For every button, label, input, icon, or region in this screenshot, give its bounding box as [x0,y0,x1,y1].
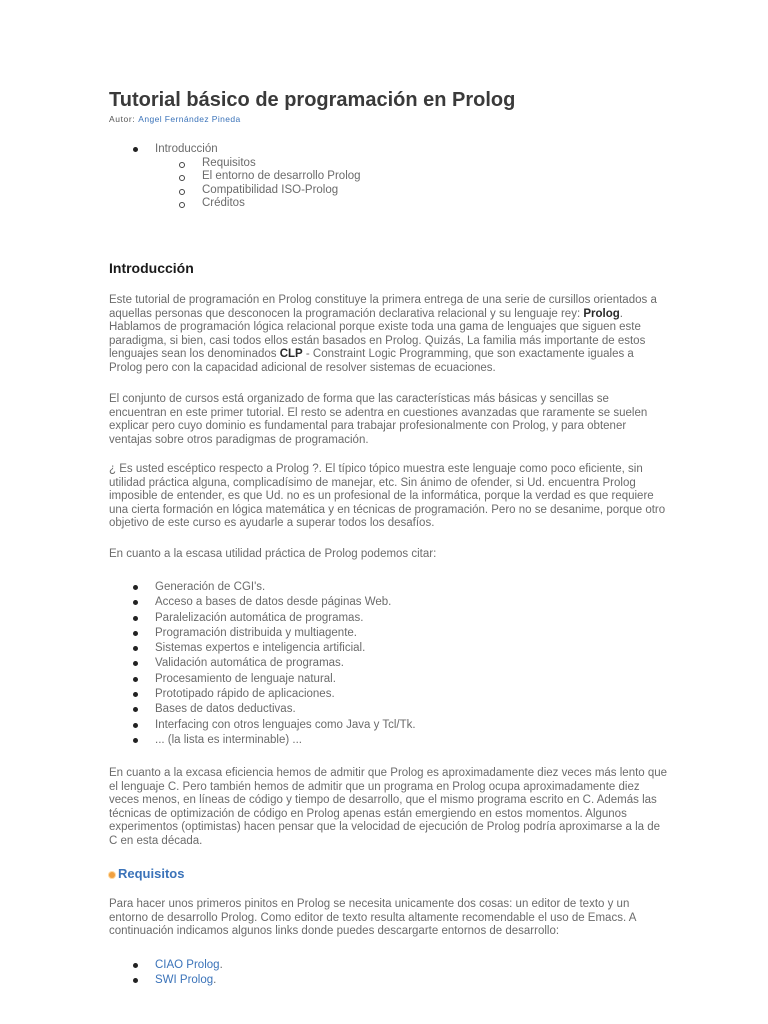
bullet-icon [133,677,138,682]
page-title: Tutorial básico de programación en Prolog [109,89,516,111]
intro-paragraph-3: ¿ Es usted escéptico respecto a Prolog ?. El típico tópico muestra este lenguaje como poco eficiente, sin utilidad práctica alguna, complicadísimo de manejar, etc. Sin ánimo de ofender, si Ud. encuentra Prolog imposible de entender, es que Ud. no es un profesional de la informática, porque la verdad es que requiere una cierta formación en lógica matemática y en técnicas de programación. Pero no se desanime, porque otro objetivo de este curso es ayudarle a superar todos los desafíos. [109,463,666,529]
toc-item-label: Introducción [155,143,218,155]
author-label: Autor: [109,114,136,124]
bullet-icon [133,723,138,728]
toc-subitem-label: El entorno de desarrollo Prolog [202,170,361,182]
toc-subitem-label: Requisitos [202,156,256,169]
circle-bullet-icon [179,175,185,181]
swi-prolog-link[interactable]: SWI Prolog [155,974,214,987]
bullet-icon [133,692,138,697]
section-heading-introduccion: Introducción [109,260,194,276]
intro-paragraph-4: En cuanto a la escasa utilidad práctica de Prolog podemos citar: [109,548,437,560]
bullet-icon [133,661,138,666]
bullet-icon [133,616,138,621]
bullet-icon [133,631,138,636]
ciao-prolog-link[interactable]: CIAO Prolog [155,959,220,971]
intro-paragraph-2: El conjunto de cursos está organizado de forma que las características más básicas y sencillas se encuentran en este primer tutorial. El resto se adentra en cuestiones avanzadas que raramente se suelen explicar pero cuyo dominio es fundamental para trabajar profesionalmente con Prolog, y para obtener ventajas sobre otros paradigmas de programación. [109,393,648,446]
bullet-icon [133,600,138,605]
toc-subitem-label: Créditos [202,197,245,209]
intro-paragraph-5: En cuanto a la excasa eficiencia hemos de admitir que Prolog es aproximadamente diez veces más lento que el lenguaje C. Pero también hemos de admitir que un programa en Prolog ocupa aproximadamente diez veces menos, en líneas de código y tiempo de desarrollo, que el mismo programa escrito en C. Además las técnicas de optimización de código en Prolog apenas están emergiendo en estos momentos. Algunos experimentos (optimistas) hacen pensar que la velocidad de ejecución de Prolog podría aproximarse a la de C en esta década. [109,767,668,847]
bullet-icon [133,978,138,983]
circle-bullet-icon [179,162,185,168]
circle-bullet-icon [179,189,185,195]
bullet-icon [133,646,138,651]
bullet-icon [133,963,138,968]
circle-bullet-icon [179,202,185,208]
bullet-icon [133,147,138,152]
bullet-icon [133,585,138,590]
bullet-icon [133,738,138,743]
section-marker-icon [109,872,115,878]
author-line [109,114,241,124]
section-heading-requisitos[interactable]: Requisitos [109,866,184,881]
intro-paragraph-1: Este tutorial de programación en Prolog constituye la primera entrega de una serie de cursillos orientados a aquellas personas que desconocen la programación declarativa relacional y su lenguaje rey: Prolog. Hablamos de programación lógica relacional porque existe toda una gama de lenguajes que siguen este paradigma, si bien, casi todos ellos están basados en Prolog. Quizás, La familia más importante de estos lenguajes sean los denominados CLP - Constraint Logic Programming, que son exactamente iguales a Prolog pero con la capacidad adicional de resolver sistemas de ecuaciones. [109,294,657,374]
requisitos-paragraph: Para hacer unos primeros pinitos en Prolog se necesita unicamente dos cosas: un editor de texto y un entorno de desarrollo Prolog. Como editor de texto resulta altamente recomendable el uso de Emacs. A continuación indicamos algunos links donde puedes descargarte entornos de desarrollo: [109,898,636,937]
toc-subitem-label: Compatibilidad ISO-Prolog [202,183,339,196]
author-link[interactable]: Angel Fernández Pineda [138,114,241,124]
bullet-icon [133,707,138,712]
